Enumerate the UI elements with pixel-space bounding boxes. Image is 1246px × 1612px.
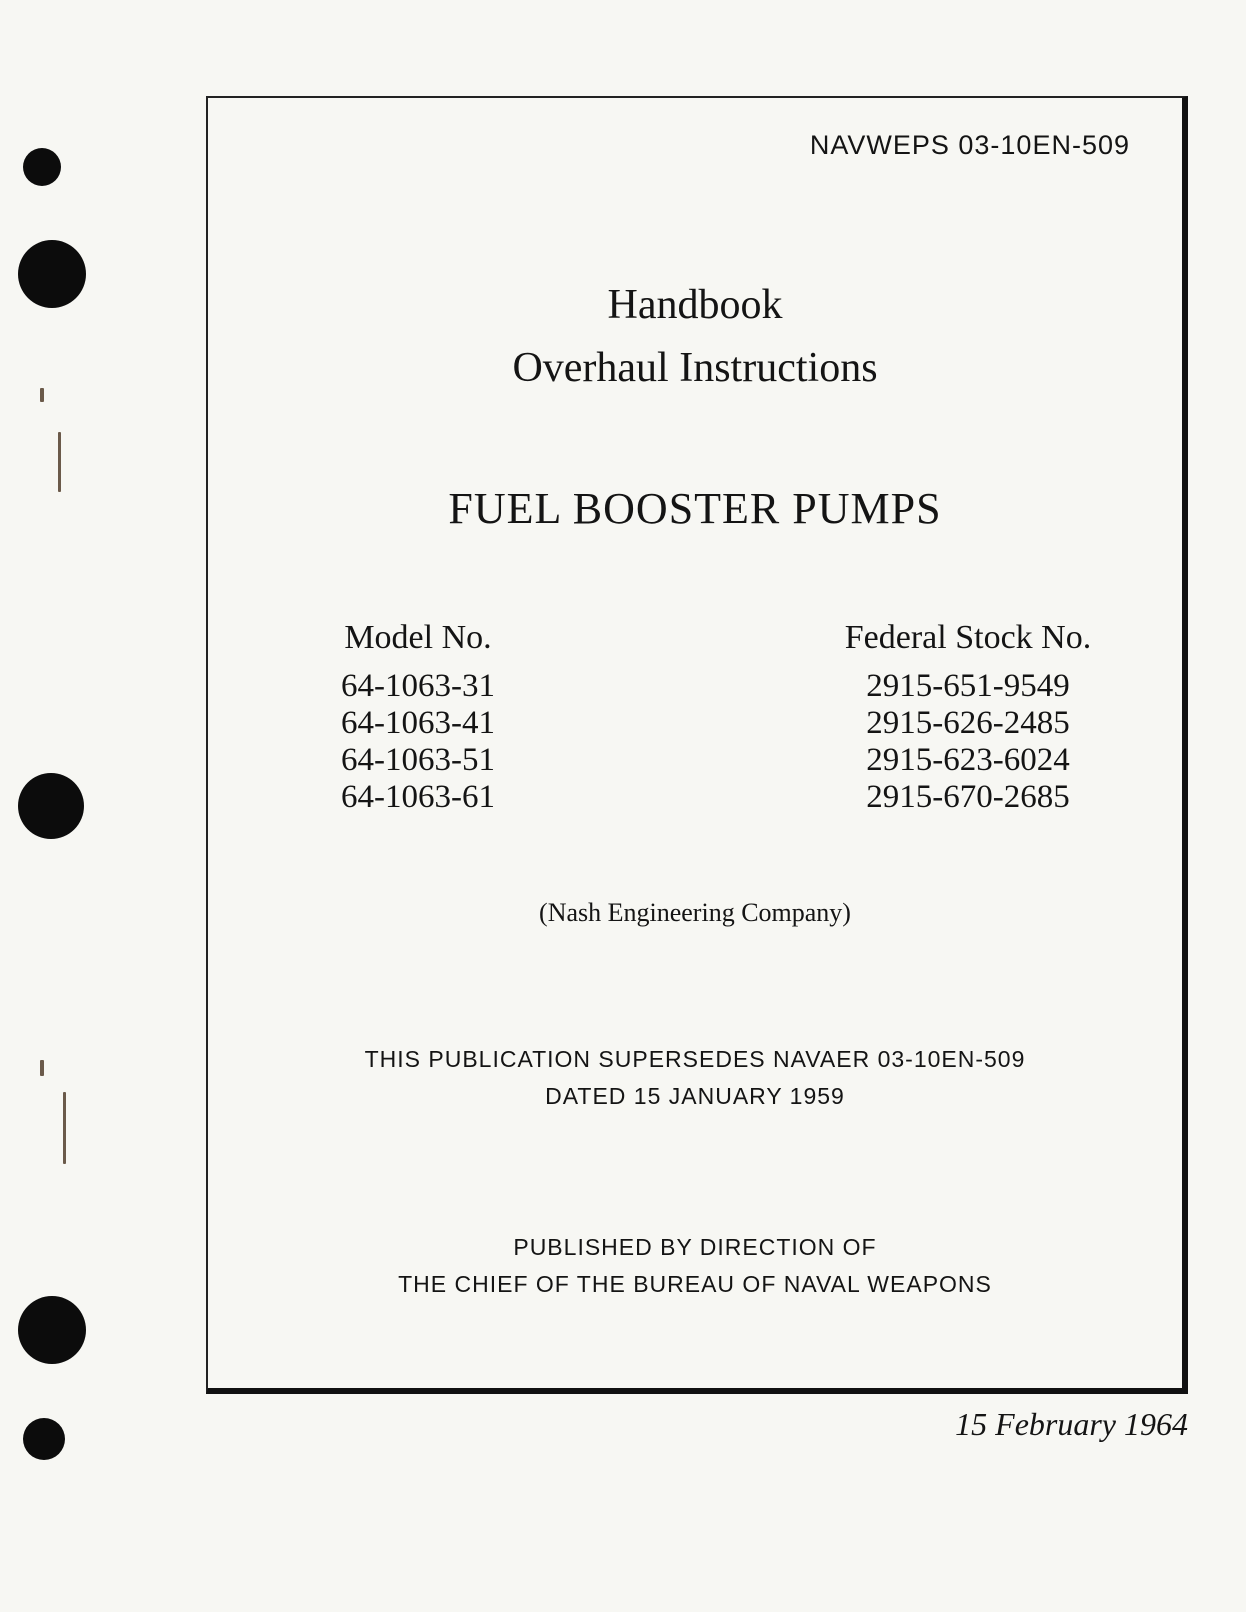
margin-mark [58,432,61,492]
stock-number: 2915-623-6024 [866,742,1070,778]
authority-line: THE CHIEF OF THE BUREAU OF NAVAL WEAPONS [398,1271,992,1297]
punch-hole [23,148,61,186]
stock-number-column [808,618,1128,816]
model-number: 64-1063-61 [341,779,495,815]
punch-hole [18,1296,86,1364]
stock-number: 2915-651-9549 [866,668,1070,704]
publication-number: NAVWEPS 03-10EN-509 [809,130,1130,160]
document-subtitle: Overhaul Instructions [512,345,878,391]
manufacturer-name: (Nash Engineering Company) [539,898,851,927]
subject-title: FUEL BOOSTER PUMPS [448,484,942,533]
authority-line: PUBLISHED BY DIRECTION OF [513,1234,877,1260]
punch-hole [18,773,84,839]
model-number: 64-1063-41 [341,705,495,741]
punch-hole [23,1418,65,1460]
title-page-frame [206,96,1188,1394]
margin-mark [40,388,44,402]
publication-date: 15 February 1964 [955,1406,1188,1442]
stock-number: 2915-626-2485 [866,705,1070,741]
stock-number: 2915-670-2685 [866,779,1070,815]
margin-mark [63,1092,66,1164]
supersedes-notice: THIS PUBLICATION SUPERSEDES NAVAER 03-10EN-509 [364,1046,1026,1072]
model-number-column [308,618,528,816]
document-type-title: Handbook [607,282,783,328]
margin-mark [40,1060,44,1076]
model-number-header: Model No. [344,619,492,656]
supersedes-date: DATED 15 JANUARY 1959 [545,1083,845,1109]
model-number: 64-1063-51 [341,742,495,778]
punch-hole [18,240,86,308]
model-number: 64-1063-31 [341,668,495,704]
stock-number-header: Federal Stock No. [844,619,1092,656]
